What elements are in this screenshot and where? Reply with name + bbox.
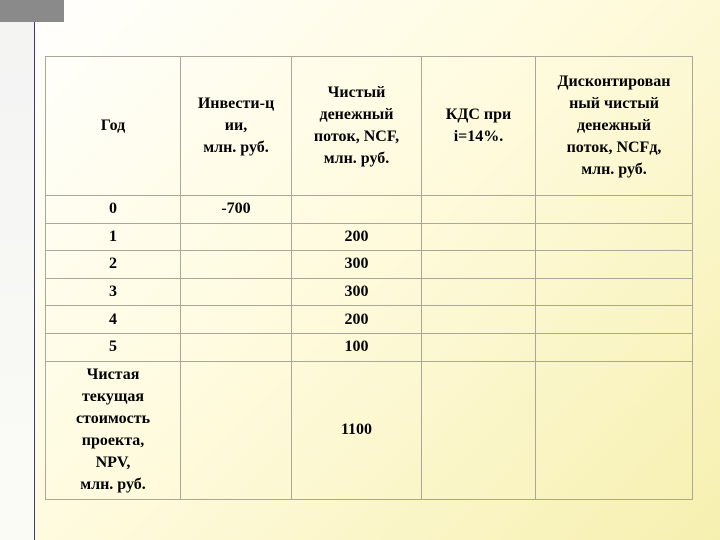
- footer-investments: [181, 361, 292, 499]
- cell-investments: -700: [181, 196, 292, 224]
- header-net-cash-flow-label: Чистый денежный поток, NCF, млн. руб.: [313, 84, 400, 167]
- footer-discounted-total: [536, 361, 693, 499]
- cell-investments: [181, 333, 292, 361]
- cell-net-cash-flow: 100: [292, 333, 422, 361]
- cell-discount-factor: [422, 223, 536, 251]
- cell-discounted-cash-flow: [536, 333, 693, 361]
- cell-discount-factor: [422, 196, 536, 224]
- header-discount-factor: [422, 57, 536, 196]
- cell-year: 0: [46, 196, 181, 224]
- cell-net-cash-flow: 300: [292, 278, 422, 306]
- table-row: [46, 251, 693, 279]
- table-row: [46, 223, 693, 251]
- cell-investments: [181, 278, 292, 306]
- footer-npv-label: [46, 361, 181, 499]
- header-year: [46, 57, 181, 196]
- cell-discounted-cash-flow: [536, 251, 693, 279]
- header-investments: [181, 57, 292, 196]
- cell-discount-factor: [422, 333, 536, 361]
- cell-discount-factor: [422, 251, 536, 279]
- table-footer-row: [46, 361, 693, 499]
- footer-net-cash-flow-total: 1100: [292, 361, 422, 499]
- cell-discount-factor: [422, 306, 536, 334]
- header-discounted-cash-flow: [536, 57, 693, 196]
- cell-year: 2: [46, 251, 181, 279]
- cell-year: 3: [46, 278, 181, 306]
- cell-investments: [181, 223, 292, 251]
- left-decorative-band: [0, 0, 35, 540]
- footer-discount-factor: [422, 361, 536, 499]
- header-investments-label: Инвести-ц ии, млн. руб.: [197, 95, 275, 156]
- table-row: [46, 196, 693, 224]
- cell-discounted-cash-flow: [536, 278, 693, 306]
- cell-investments: [181, 306, 292, 334]
- cell-year: 5: [46, 333, 181, 361]
- cell-net-cash-flow: 300: [292, 251, 422, 279]
- npv-table: [45, 56, 693, 500]
- footer-npv-label-text: Чистая текущая стоимость проекта, NPV, млн. руб.: [75, 366, 151, 494]
- cell-net-cash-flow: 200: [292, 306, 422, 334]
- cell-net-cash-flow: [292, 196, 422, 224]
- table-header-row: [46, 57, 693, 196]
- cell-investments: [181, 251, 292, 279]
- header-year-label: Год: [100, 117, 126, 134]
- table-row: [46, 333, 693, 361]
- table-row: [46, 306, 693, 334]
- cell-discounted-cash-flow: [536, 196, 693, 224]
- cell-year: 1: [46, 223, 181, 251]
- cell-year: 4: [46, 306, 181, 334]
- cell-discounted-cash-flow: [536, 223, 693, 251]
- cell-net-cash-flow: 200: [292, 223, 422, 251]
- header-discounted-cash-flow-label: Дисконтирован ный чистый денежный поток, NCFд, млн. руб.: [557, 73, 671, 178]
- cell-discounted-cash-flow: [536, 306, 693, 334]
- header-net-cash-flow: [292, 57, 422, 196]
- cell-discount-factor: [422, 278, 536, 306]
- header-discount-factor-label: КДС при i=14%.: [445, 106, 512, 145]
- corner-mark: [0, 0, 64, 22]
- table-row: [46, 278, 693, 306]
